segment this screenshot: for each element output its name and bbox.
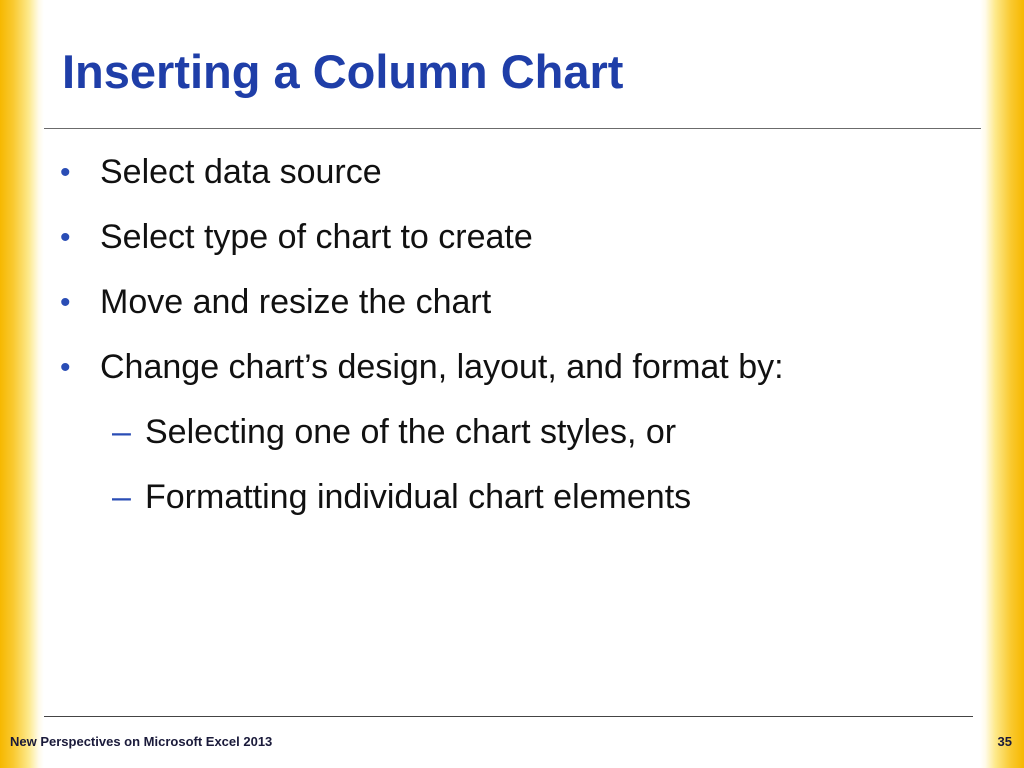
page-number: 35 xyxy=(997,734,1012,749)
bullet-item xyxy=(60,335,960,400)
sub-bullet-item xyxy=(60,400,960,465)
bullet-marker: • xyxy=(60,156,71,189)
bullet-marker: • xyxy=(60,286,71,319)
bullet-item xyxy=(60,140,960,205)
slide-body xyxy=(60,140,960,530)
footer-divider xyxy=(44,716,973,717)
sub-bullet-marker: – xyxy=(112,478,131,516)
left-edge-band xyxy=(0,0,44,768)
footer-course-title: New Perspectives on Microsoft Excel 2013 xyxy=(10,734,273,749)
right-edge-band xyxy=(980,0,1024,768)
bullet-marker: • xyxy=(60,351,71,384)
bullet-item xyxy=(60,205,960,270)
bullet-text: Select data source xyxy=(100,153,382,191)
sub-bullet-marker: – xyxy=(112,413,131,451)
bullet-marker: • xyxy=(60,221,71,254)
bullet-text: Change chart’s design, layout, and format by: xyxy=(100,348,784,386)
slide-title: Inserting a Column Chart xyxy=(62,45,624,98)
bullet-text: Select type of chart to create xyxy=(100,218,533,256)
sub-bullet-item xyxy=(60,465,960,530)
sub-bullet-text: Formatting individual chart elements xyxy=(145,478,692,516)
sub-bullet-text: Selecting one of the chart styles, or xyxy=(145,413,677,451)
title-divider xyxy=(44,128,981,129)
bullet-text: Move and resize the chart xyxy=(100,283,492,321)
bullet-item xyxy=(60,270,960,335)
